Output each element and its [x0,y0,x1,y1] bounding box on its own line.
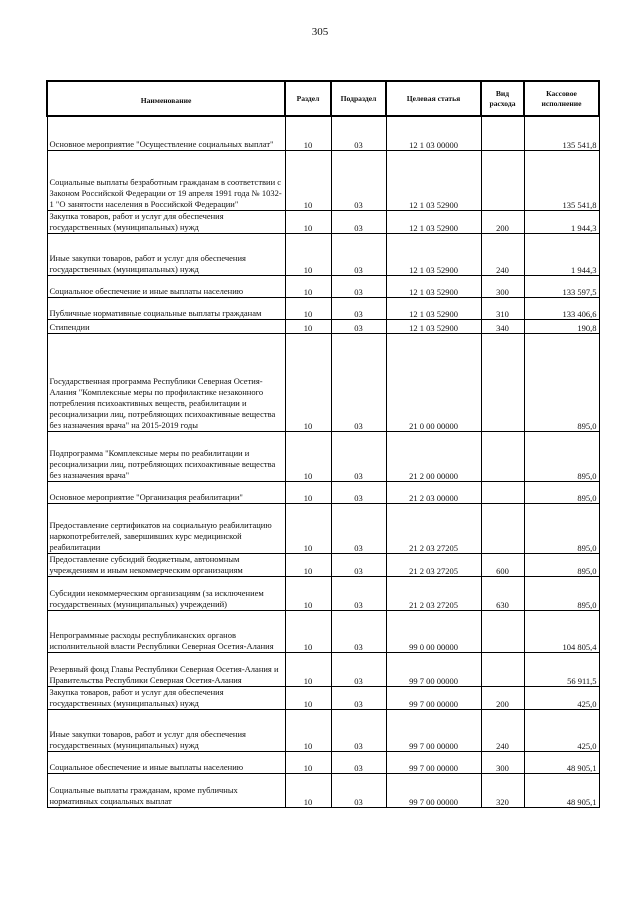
row-expense-type [481,481,524,503]
row-name: Публичные нормативные социальные выплаты гражданам [47,297,285,319]
row-amount: 425,0 [524,709,599,751]
row-section: 10 [285,431,331,481]
row-section: 10 [285,319,331,333]
row-amount: 895,0 [524,333,599,431]
table-row [47,652,599,686]
row-expense-type [481,610,524,652]
row-name: Основное мероприятие "Осуществление социальных выплат" [47,116,285,150]
row-name: Государственная программа Республики Северная Осетия-Алания "Комплексные меры по профилактике незаконного потребления психоактивных веществ, реабилитации и ресоциализации лиц, потребляющих психоактивные вещества без назначения врача" на 2015-2019 годы [47,333,285,431]
row-amount: 895,0 [524,431,599,481]
table-row [47,319,599,333]
row-section: 10 [285,233,331,275]
row-subsection: 03 [331,576,386,610]
row-subsection: 03 [331,297,386,319]
row-subsection: 03 [331,686,386,709]
table-row [47,431,599,481]
row-target: 12 1 03 52900 [386,233,481,275]
row-section: 10 [285,709,331,751]
table-row [47,751,599,773]
table-row [47,553,599,576]
row-target: 99 0 00 00000 [386,610,481,652]
row-section: 10 [285,553,331,576]
row-section: 10 [285,275,331,297]
table-row [47,233,599,275]
row-subsection: 03 [331,709,386,751]
row-expense-type [481,503,524,553]
row-section: 10 [285,610,331,652]
row-expense-type: 300 [481,751,524,773]
header-amount: Кассовое исполнение [524,81,599,116]
table-row [47,275,599,297]
row-name: Предоставление сертификатов на социальную реабилитацию наркопотребителей, завершивших курс медицинской реабилитации [47,503,285,553]
row-expense-type: 600 [481,553,524,576]
row-name: Иные закупки товаров, работ и услуг для обеспечения государственных (муниципальных) нужд [47,709,285,751]
row-section: 10 [285,503,331,553]
row-subsection: 03 [331,503,386,553]
row-expense-type: 200 [481,686,524,709]
row-amount: 895,0 [524,503,599,553]
row-amount: 895,0 [524,481,599,503]
row-subsection: 03 [331,481,386,503]
row-name: Подпрограмма "Комплексные меры по реабилитации и ресоциализации лиц, потребляющих психоактивные вещества без назначения врача" [47,431,285,481]
row-target: 12 1 03 00000 [386,116,481,150]
row-name: Предоставление субсидий бюджетным, автономным учреждениям и иным некоммерческим организациям [47,553,285,576]
header-subsection: Подраздел [331,81,386,116]
row-expense-type: 630 [481,576,524,610]
row-name: Закупка товаров, работ и услуг для обеспечения государственных (муниципальных) нужд [47,210,285,233]
row-section: 10 [285,576,331,610]
row-amount: 1 944,3 [524,233,599,275]
row-subsection: 03 [331,275,386,297]
row-section: 10 [285,116,331,150]
row-amount: 133 597,5 [524,275,599,297]
row-expense-type: 320 [481,773,524,807]
header-name: Наименование [47,81,285,116]
row-subsection: 03 [331,610,386,652]
row-amount: 48 905,1 [524,751,599,773]
row-subsection: 03 [331,652,386,686]
row-target: 21 0 00 00000 [386,333,481,431]
row-name: Социальные выплаты безработным гражданам в соответствии с Законом Российской Федерации от 19 апреля 1991 года № 1032-1 "О занятости населения в Российской Федерации" [47,150,285,210]
row-expense-type [481,116,524,150]
row-amount: 1 944,3 [524,210,599,233]
row-name: Социальное обеспечение и иные выплаты населению [47,275,285,297]
row-subsection: 03 [331,751,386,773]
row-section: 10 [285,481,331,503]
table-row [47,686,599,709]
table-body [47,116,599,807]
row-section: 10 [285,751,331,773]
row-section: 10 [285,652,331,686]
row-subsection: 03 [331,553,386,576]
row-name: Стипендии [47,319,285,333]
row-expense-type: 200 [481,210,524,233]
row-subsection: 03 [331,319,386,333]
row-name: Основное мероприятие "Организация реабилитации" [47,481,285,503]
header-section: Раздел [285,81,331,116]
row-amount: 895,0 [524,553,599,576]
row-name: Иные закупки товаров, работ и услуг для обеспечения государственных (муниципальных) нужд [47,233,285,275]
row-amount: 56 911,5 [524,652,599,686]
row-expense-type: 240 [481,709,524,751]
row-name: Социальные выплаты гражданам, кроме публичных нормативных социальных выплат [47,773,285,807]
row-name: Социальное обеспечение и иные выплаты населению [47,751,285,773]
row-target: 21 2 00 00000 [386,431,481,481]
row-amount: 104 805,4 [524,610,599,652]
row-name: Резервный фонд Главы Республики Северная Осетия-Алания и Правительства Республики Северная Осетия-Алания [47,652,285,686]
row-subsection: 03 [331,210,386,233]
row-section: 10 [285,773,331,807]
row-target: 99 7 00 00000 [386,773,481,807]
row-target: 99 7 00 00000 [386,652,481,686]
row-expense-type [481,333,524,431]
row-subsection: 03 [331,150,386,210]
row-target: 99 7 00 00000 [386,751,481,773]
row-amount: 135 541,8 [524,116,599,150]
row-section: 10 [285,297,331,319]
row-name: Субсидии некоммерческим организациям (за исключением государственных (муниципальных) учреждений) [47,576,285,610]
row-amount: 48 905,1 [524,773,599,807]
row-target: 99 7 00 00000 [386,709,481,751]
table-row [47,333,599,431]
table-row [47,709,599,751]
row-section: 10 [285,150,331,210]
row-target: 21 2 03 27205 [386,503,481,553]
row-expense-type [481,150,524,210]
row-name: Непрограммные расходы республиканских органов исполнительной власти Республики Северная Осетия-Алания [47,610,285,652]
row-expense-type: 300 [481,275,524,297]
row-target: 99 7 00 00000 [386,686,481,709]
table-row [47,150,599,210]
row-target: 21 2 03 27205 [386,553,481,576]
row-subsection: 03 [331,773,386,807]
row-expense-type [481,652,524,686]
row-section: 10 [285,333,331,431]
row-target: 12 1 03 52900 [386,210,481,233]
row-expense-type [481,431,524,481]
table-row [47,503,599,553]
table-row [47,116,599,150]
row-expense-type: 240 [481,233,524,275]
row-subsection: 03 [331,333,386,431]
table-row [47,773,599,807]
row-amount: 895,0 [524,576,599,610]
row-target: 12 1 03 52900 [386,319,481,333]
row-subsection: 03 [331,233,386,275]
table-row [47,297,599,319]
row-target: 12 1 03 52900 [386,150,481,210]
table-row [47,481,599,503]
table-header [47,81,599,116]
row-section: 10 [285,210,331,233]
table-row [47,210,599,233]
row-target: 21 2 03 27205 [386,576,481,610]
row-expense-type: 310 [481,297,524,319]
table-row [47,576,599,610]
row-expense-type: 340 [481,319,524,333]
header-expense-type: Вид расхода [481,81,524,116]
budget-table [46,80,600,808]
row-name: Закупка товаров, работ и услуг для обеспечения государственных (муниципальных) нужд [47,686,285,709]
row-target: 12 1 03 52900 [386,275,481,297]
row-subsection: 03 [331,116,386,150]
table-row [47,610,599,652]
page-number: 305 [311,26,329,38]
row-target: 21 2 03 00000 [386,481,481,503]
row-amount: 135 541,8 [524,150,599,210]
row-amount: 425,0 [524,686,599,709]
row-amount: 133 406,6 [524,297,599,319]
header-target: Целевая статья [386,81,481,116]
row-target: 12 1 03 52900 [386,297,481,319]
row-section: 10 [285,686,331,709]
row-subsection: 03 [331,431,386,481]
row-amount: 190,8 [524,319,599,333]
